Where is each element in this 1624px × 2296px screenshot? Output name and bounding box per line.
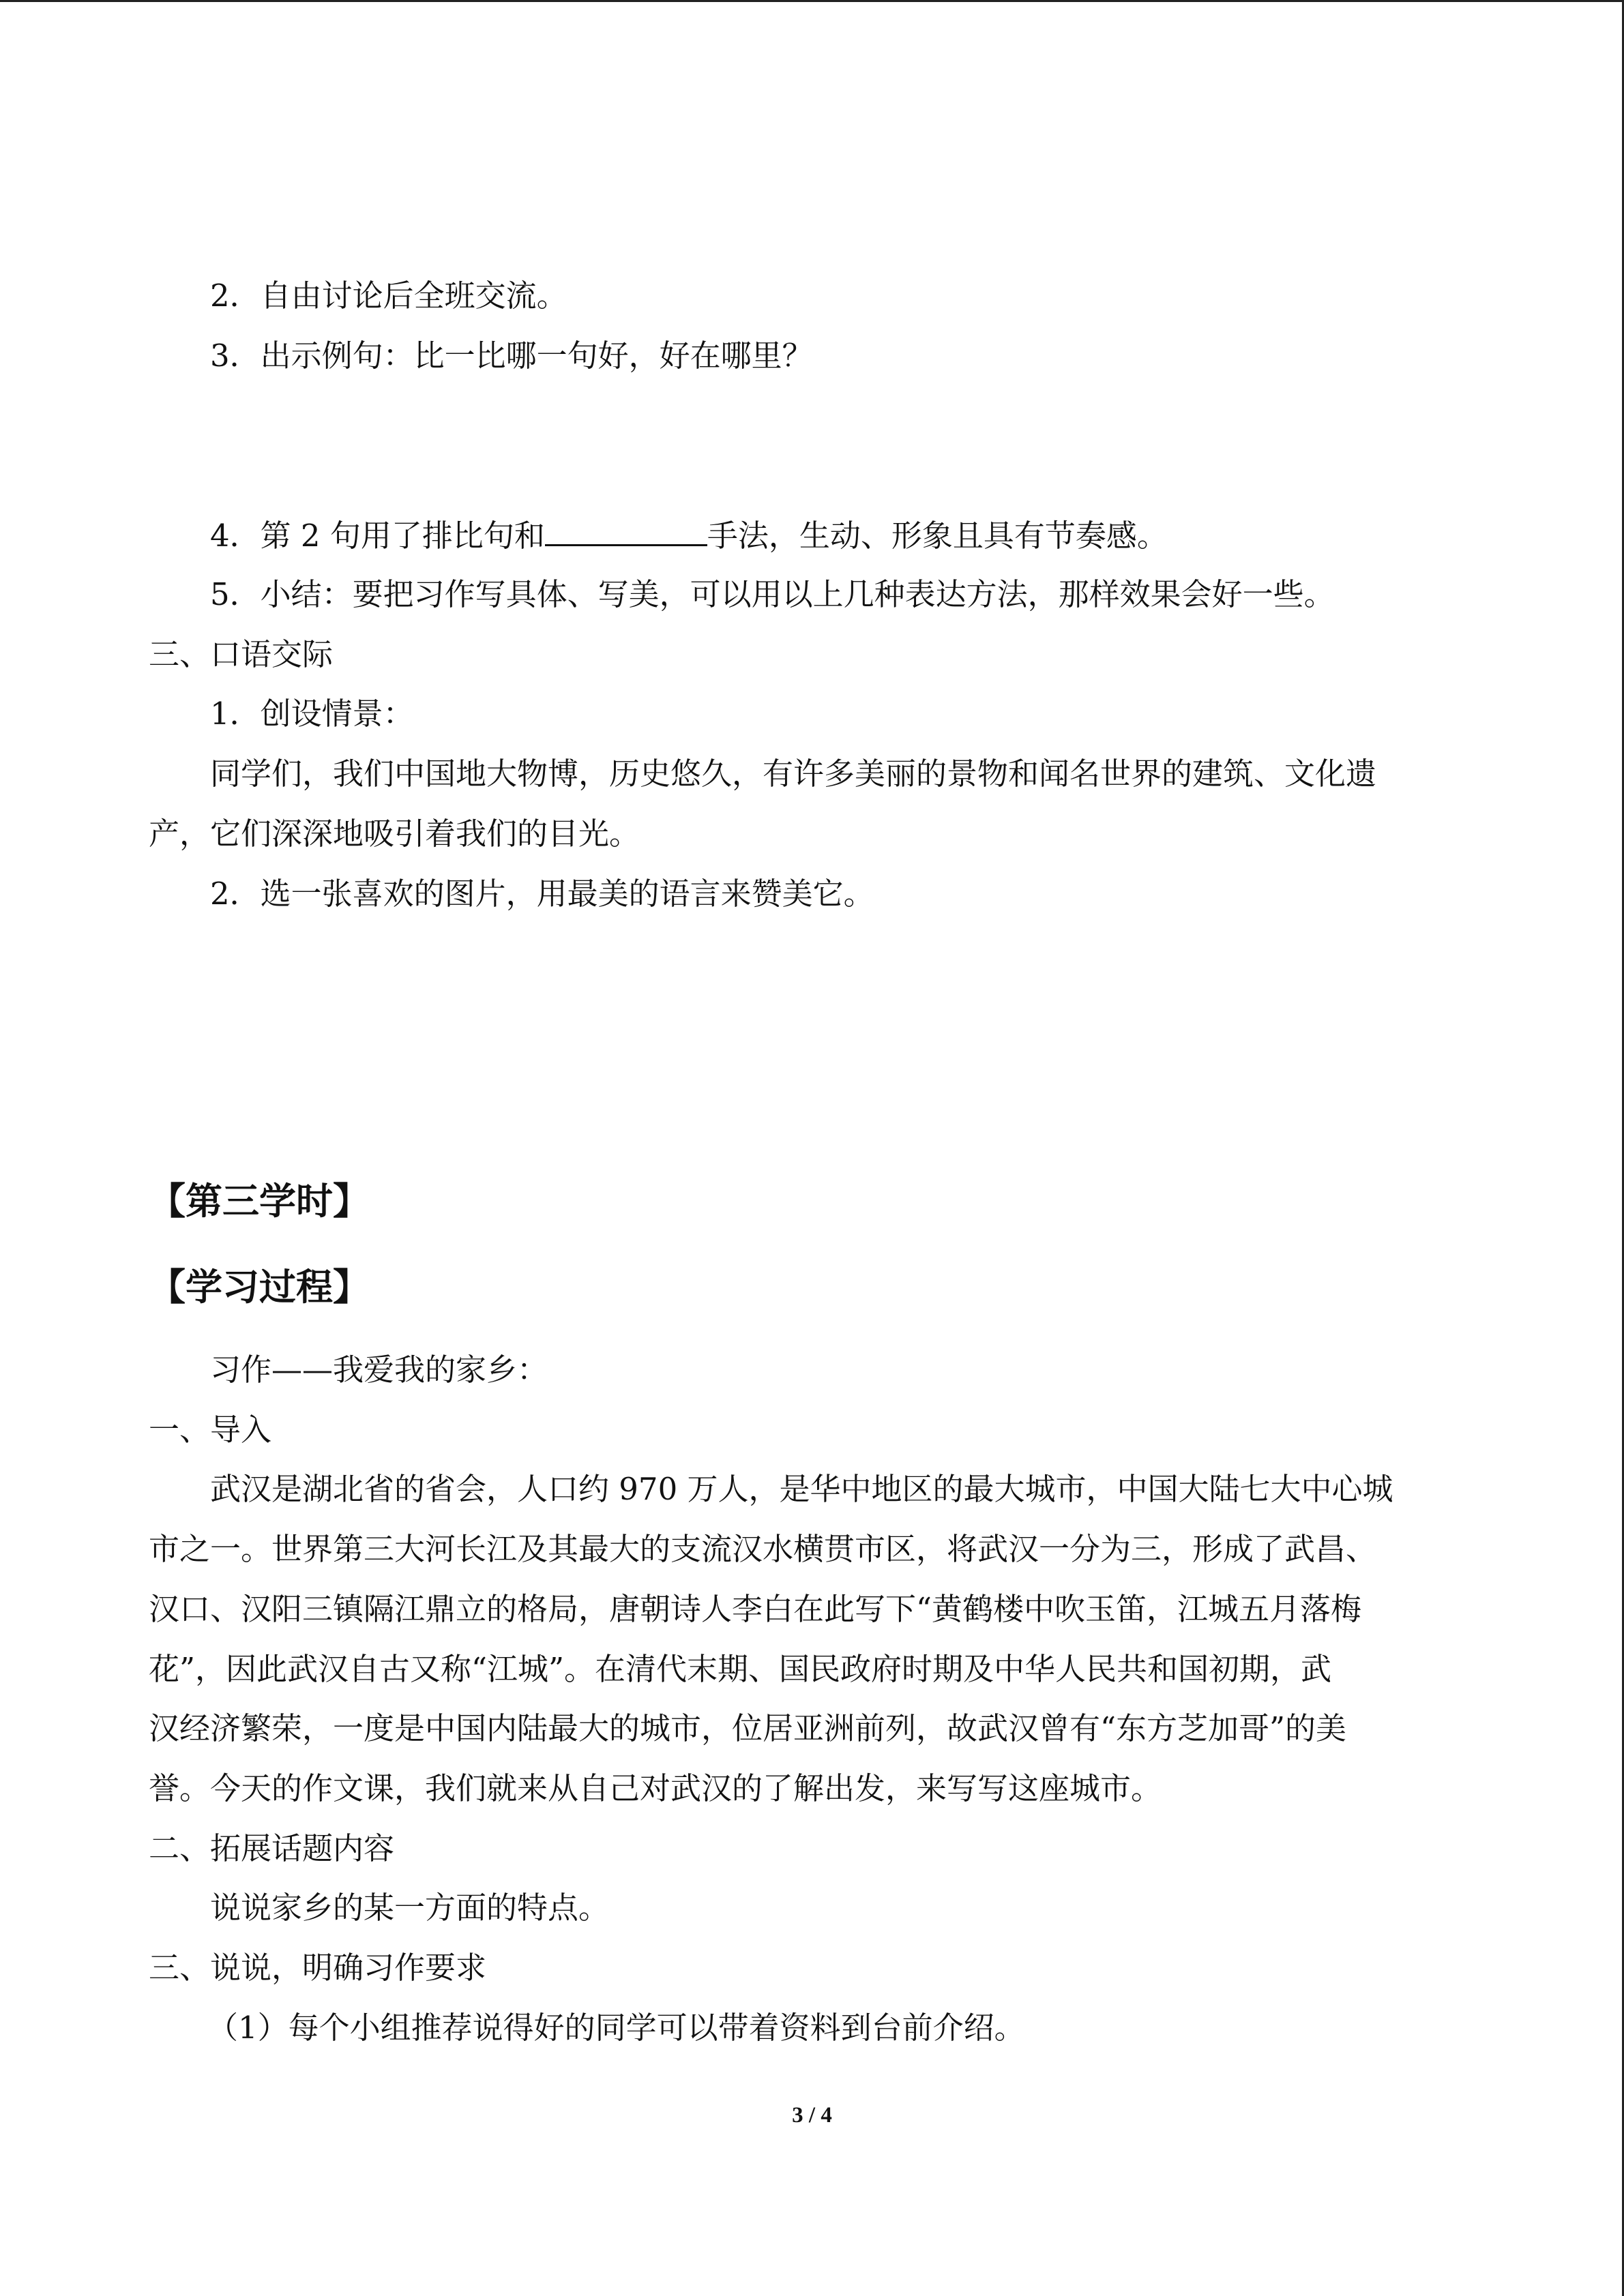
page-number: 3 / 4 bbox=[792, 2103, 832, 2128]
list-item: 2．选一张喜欢的图片，用最美的语言来赞美它。 bbox=[210, 876, 874, 912]
page-border-top bbox=[0, 0, 1624, 2]
list-item: 5．小结：要把习作写具体、写美，可以用以上几种表达方法，那样效果会好一些。 bbox=[210, 576, 1335, 612]
paragraph-line: 说说家乡的某一方面的特点。 bbox=[210, 1890, 610, 1926]
section-title: 一、导入 bbox=[149, 1412, 272, 1448]
process-heading: 【学习过程】 bbox=[149, 1266, 370, 1309]
paragraph-line: 市之一。世界第三大河长江及其最大的支流汉水横贯市区，将武汉一分为三，形成了武昌、 bbox=[149, 1531, 1377, 1567]
answer-blank bbox=[545, 514, 707, 546]
list-item: 2．自由讨论后全班交流。 bbox=[210, 278, 567, 314]
list-item: 3．出示例句：比一比哪一句好，好在哪里？ bbox=[210, 338, 813, 374]
paragraph-line: 产，它们深深地吸引着我们的目光。 bbox=[149, 816, 640, 852]
section-title: 三、说说，明确习作要求 bbox=[149, 1950, 487, 1986]
lesson-heading: 【第三学时】 bbox=[149, 1180, 370, 1223]
fill-in-blank-sentence bbox=[0, 514, 1624, 556]
paragraph-line: 汉口、汉阳三镇隔江鼎立的格局，唐朝诗人李白在此写下“黄鹤楼中吹玉笛，江城五月落梅 bbox=[149, 1591, 1362, 1627]
sentence-part-before: 4．第 2 句用了排比句和 bbox=[210, 518, 545, 554]
writing-topic: 习作——我爱我的家乡： bbox=[210, 1352, 548, 1388]
paragraph-line: 花”，因此武汉自古又称“江城”。在清代末期、国民政府时期及中华人民共和国初期，武 bbox=[149, 1651, 1332, 1687]
section-title: 二、拓展话题内容 bbox=[149, 1830, 395, 1866]
sentence-part-after: 手法，生动、形象且具有节奏感。 bbox=[707, 518, 1168, 554]
paragraph-line: 誉。今天的作文课，我们就来从自己对武汉的了解出发，来写写这座城市。 bbox=[149, 1770, 1162, 1806]
paragraph-line: 汉经济繁荣，一度是中国内陆最大的城市，位居亚洲前列，故武汉曾有“东方芝加哥”的美 bbox=[149, 1710, 1347, 1746]
paragraph-line: 同学们，我们中国地大物博，历史悠久，有许多美丽的景物和闻名世界的建筑、文化遗 bbox=[210, 756, 1377, 792]
paragraph-line: 武汉是湖北省的省会，人口约 970 万人，是华中地区的最大城市，中国大陆七大中心城 bbox=[210, 1471, 1393, 1507]
list-item: （1）每个小组推荐说得好的同学可以带着资料到台前介绍。 bbox=[207, 2010, 1025, 2046]
section-title: 三、口语交际 bbox=[149, 636, 334, 672]
list-item: 1．创设情景： bbox=[210, 696, 414, 732]
